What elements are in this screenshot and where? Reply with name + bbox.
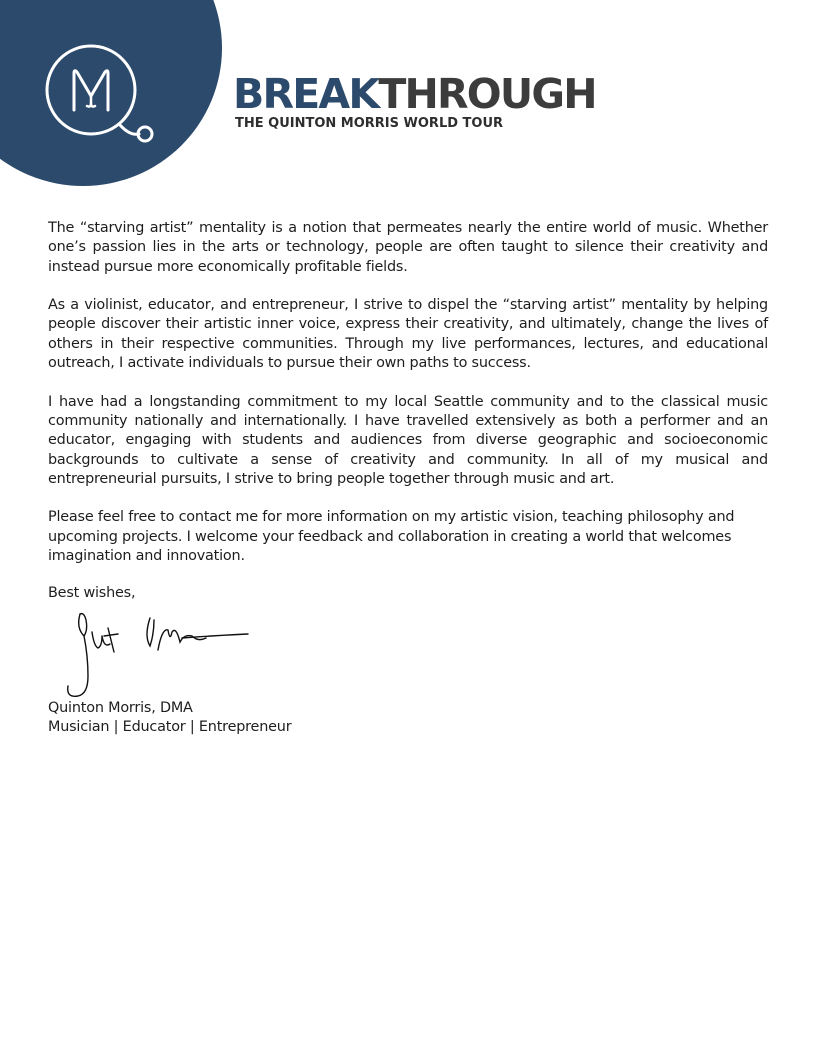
brand-title-part2: THROUGH [378,70,596,118]
letter-paragraph: As a violinist, educator, and entrepreneur, I strive to dispel the “starving artist” mentality by helping people discover their artistic inner voice, express their creativity, and ultimately, change the lives of others in their respective communities. Through my live performances, lectures, and educational outreach, I activate individuals to pursue their own paths to success. [48,297,768,372]
letter-paragraph: I have had a longstanding commitment to my local Seattle community and to the classical music community nationally and internationally. I have travelled extensively as both a performer and an educator, engaging with students and audiences from diverse geographic and socioeconomic backgrounds to cultivate a sense of creativity and community. In all of my musical and entrepreneurial pursuits, I strive to bring people together through music and art. [48,393,768,487]
letter-closing: Best wishes, [48,585,136,601]
handwritten-signature-icon [58,606,258,702]
letter-paragraph: Please feel free to contact me for more information on my artistic vision, teaching philosophy and upcoming projects. I welcome your feedback and collaboration in creating a world that welcomes imagination and innovation. [48,509,735,565]
signature-block [48,699,291,738]
mq-monogram-icon [38,36,160,150]
signer-titles: Musician | Educator | Entrepreneur [48,719,292,736]
brand-tagline: THE QUINTON MORRIS WORLD TOUR [235,116,504,131]
signer-name: Quinton Morris, DMA [48,700,193,716]
letter-paragraph: The “starving artist” mentality is a notion that permeates nearly the entire world of music. Whether one’s passion lies in the arts or technology, people are often taught to silence their creativity and instead pursue more economically profitable fields. [48,220,768,275]
letter-body [48,219,768,586]
brand-title [233,70,596,118]
brand-title-part1: BREAK [233,70,379,118]
